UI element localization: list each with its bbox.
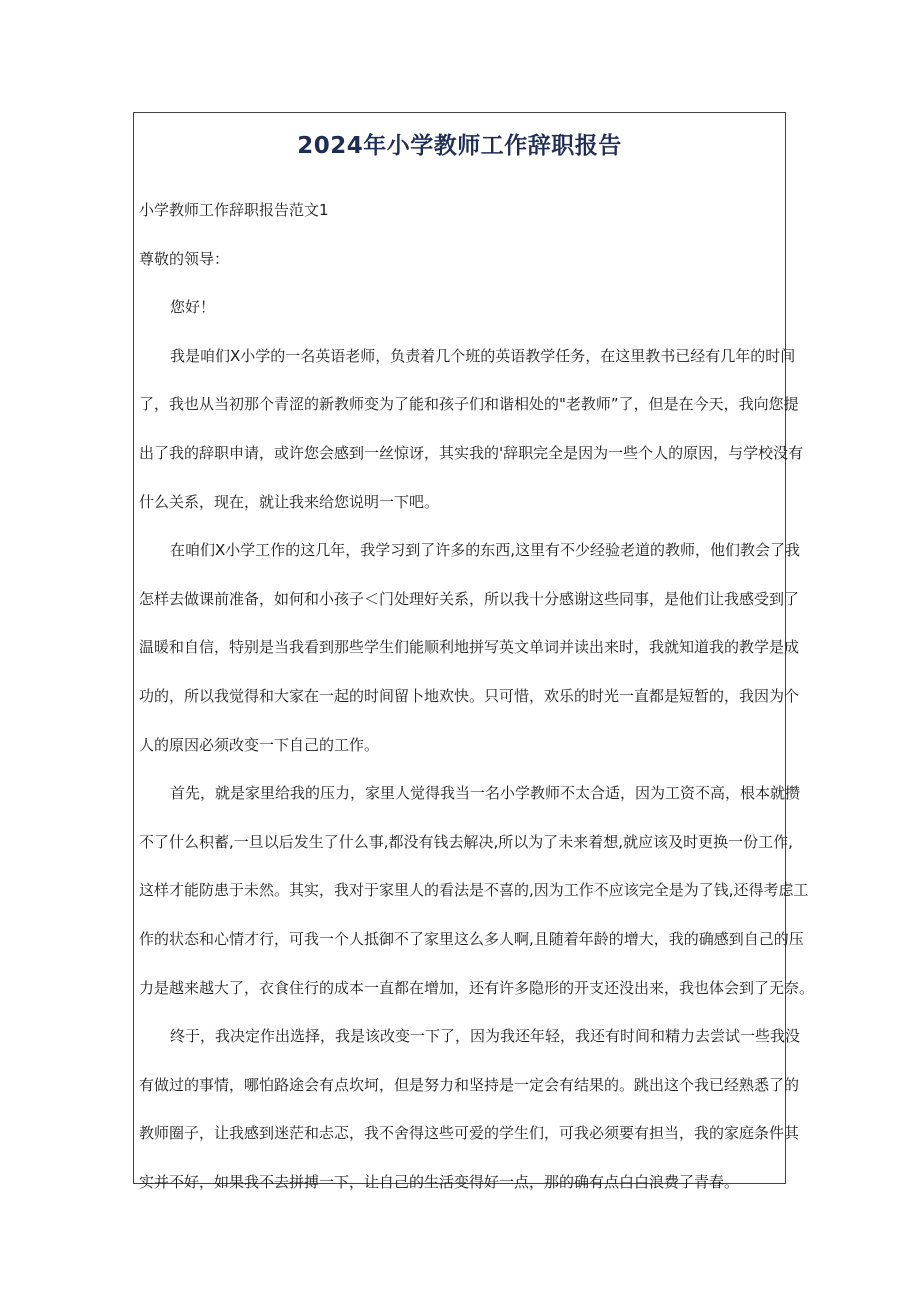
paragraph-line: 首先，就是家里给我的压力，家里人觉得我当一名小学教师不太合适，因为工资不高，根本就攒 — [170, 784, 801, 803]
paragraph-line: 人的原因必须改变一下自己的工作。 — [139, 735, 380, 754]
paragraph-line: 作的状态和心情才行，可我一个人抵御不了家里这么多人啊,且随着年龄的增大，我的确感到自己的压 — [139, 929, 804, 948]
paragraph-line: 温暖和自信，特别是当我看到那些学生们能顺利地拼写英文单词并读出来时，我就知道我的教学是成 — [139, 638, 800, 657]
paragraph-line: 出了我的辞职申请，或许您会感到一丝惊讶，其实我的'辞职完全是因为一些个人的原因，与学校没有 — [139, 443, 804, 462]
paragraph-line: 终于，我决定作出选择，我是该改变一下了，因为我还年轻，我还有时间和精力去尝试一些我没 — [170, 1027, 801, 1046]
paragraph-4 — [139, 1012, 801, 1206]
document-body — [139, 186, 815, 1206]
paragraph-1 — [139, 332, 804, 526]
paragraph-line: 什么关系，现在，就让我来给您说明一下吧。 — [139, 492, 440, 511]
paragraph-line: 实并不好，如果我不去拼搏一下，让自己的生活变得好一点，那的确有点白白浪费了青春。 — [139, 1172, 740, 1191]
document-title: 2024年小学教师工作辞职报告 — [297, 133, 622, 159]
paragraph-line: 力是越来越大了，衣食住行的成本一直都在增加，还有许多隐形的开支还没出来，我也体会到了无奈。 — [139, 978, 815, 997]
salutation: 尊敬的领导： — [139, 249, 230, 268]
paragraph-2 — [139, 526, 801, 769]
paragraph-line: 怎样去做课前准备，如何和小孩子＜门处理好关系，所以我十分感谢这些同事，是他们让我感受到了 — [139, 589, 800, 608]
paragraph-line: 不了什么积蓄,一旦以后发生了什么事,都没有钱去解决,所以为了未来着想,就应该及时更换一份工作, — [139, 832, 793, 851]
paragraph-line: 教师圈子，让我感到迷茫和忐忑，我不舍得这些可爱的学生们，可我必须要有担当，我的家庭条件其 — [139, 1124, 800, 1143]
paragraph-3 — [139, 769, 815, 1012]
greeting: 您好！ — [170, 298, 216, 317]
document-subtitle: 小学教师工作辞职报告范文1 — [139, 201, 329, 219]
document-page — [133, 112, 815, 1191]
paragraph-line: 了，我也从当初那个青涩的新教师变为了能和孩子们和谐相处的"老教师”了，但是在今天，我向您提 — [139, 395, 799, 414]
paragraph-line: 功的，所以我觉得和大家在一起的时间留卜地欢快。只可惜，欢乐的时光一直都是短暂的，我因为个 — [139, 686, 800, 705]
paragraph-line: 有做过的事情，哪怕路途会有点坎坷，但是努力和坚持是一定会有结果的。跳出这个我已经熟悉了的 — [139, 1075, 800, 1094]
paragraph-line: 我是咱们X小学的一名英语老师，负责着几个班的英语教学任务，在这里教书已经有几年的时间 — [170, 346, 796, 365]
paragraph-line: 在咱们X小学工作的这几年，我学习到了许多的东西,这里有不少经验老道的教师，他们教会了我 — [170, 541, 801, 560]
paragraph-line: 这样才能防患于未然。其实，我对于家里人的看法是不喜的,因为工作不应该完全是为了钱,还得考虑工 — [139, 881, 809, 900]
